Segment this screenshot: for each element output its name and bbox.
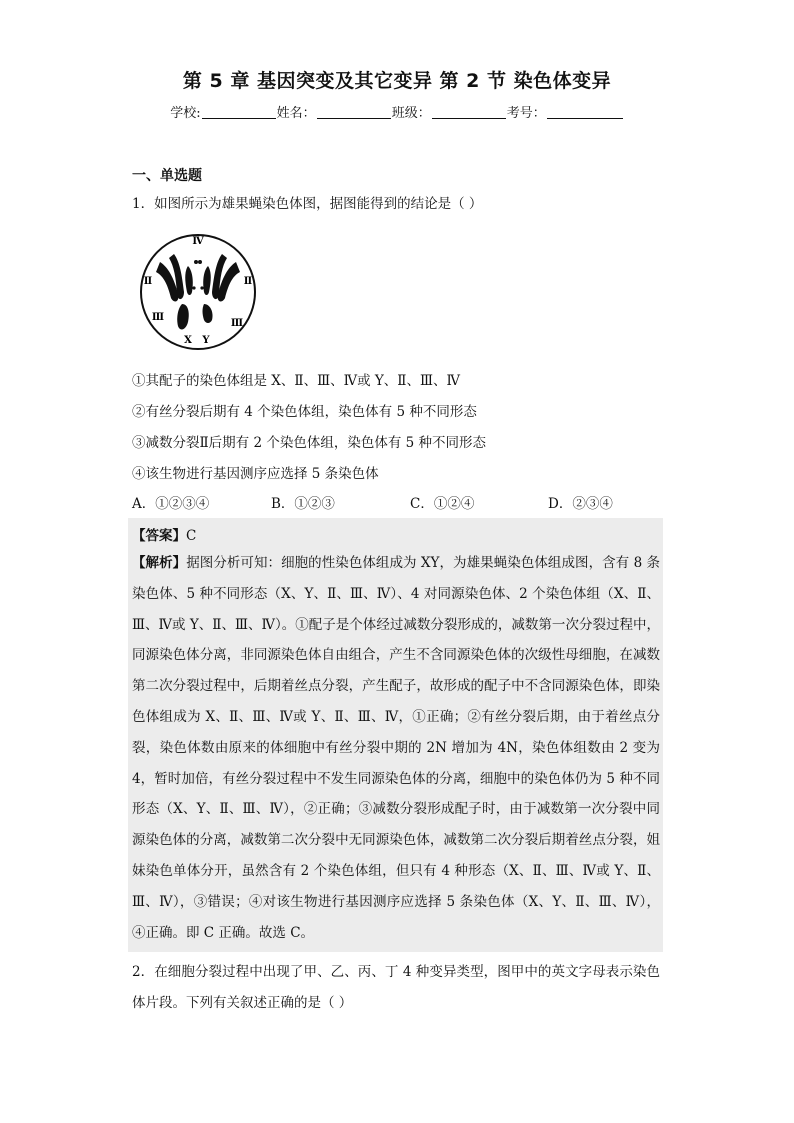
exam-no-label: 考号： — [506, 106, 546, 121]
statement-2: ②有丝分裂后期有 4 个染色体组，染色体有 5 种不同形态 — [132, 404, 477, 420]
option-c[interactable]: C．①②④ — [410, 496, 475, 512]
label-iv: Ⅳ — [192, 236, 204, 247]
centromere-dot-a — [192, 286, 195, 289]
class-label: 班级： — [391, 106, 431, 121]
analysis-label: 【解析】 — [132, 555, 187, 571]
label-iii-right: Ⅲ — [230, 318, 244, 329]
analysis-text: 据图分析可知：细胞的性染色体组成为 XY，为雄果蝇染色体组成图，含有 8 条染色体、5 种不同形态（X、Y、Ⅱ、Ⅲ、Ⅳ）、4 对同源染色体、2 个染色体组（X、Ⅱ、Ⅲ、Ⅳ或 Y、Ⅱ、Ⅲ、Ⅳ）。①配子是个体经过减数分裂形成的，减数第一次分裂过程中，同源染色体分离，非同源染色体自由组合，产生不含同源染色体的次级性母细胞，在减数第二次分裂过程中，后期着丝点分裂，产生配子，故形成的配子中不含同源染色体，即染色体组成为 X、Ⅱ、Ⅲ、Ⅳ或 Y、Ⅱ、Ⅲ、Ⅳ，①正确；②有丝分裂后期，由于着丝点分裂，染色体数由原来的体细胞中有丝分裂中期的 2N 增加为 4N，染色体组数由 2 变为 4，暂时加倍，有丝分裂过程中不发生同源染色体的分离，细胞中的染色体仍为 5 种不同形态（X、Y、Ⅱ、Ⅲ、Ⅳ），②正确；③减数分裂形成配子时，由于减数第一次分裂中同源染色体的分离，减数第二次分裂中无同源染色体，减数第二次分裂后期着丝点分裂，姐妹染色单体分开，虽然含有 2 个染色体组，但只有 4 种形态（X、Ⅱ、Ⅲ、Ⅳ或 Y、Ⅱ、Ⅲ、Ⅳ），③错误；④对该生物进行基因测序应选择 5 条染色体（X、Y、Ⅱ、Ⅲ、Ⅳ），④正确。即 C 正确。故选 C。 — [132, 555, 660, 941]
student-info-line — [0, 102, 794, 121]
centromere-dot-b — [200, 286, 203, 289]
label-x: X — [184, 335, 192, 346]
answer-label: 【答案】 — [132, 528, 186, 544]
statement-1: ①其配子的染色体组是 X、Ⅱ、Ⅲ、Ⅳ或 Y、Ⅱ、Ⅲ、Ⅳ — [132, 373, 460, 389]
school-label: 学校: — [170, 106, 201, 121]
label-ii-left: Ⅱ — [143, 276, 153, 287]
section-heading: 一、单选题 — [132, 168, 202, 184]
name-blank[interactable] — [317, 106, 391, 119]
label-y: Y — [202, 335, 210, 346]
answer-line — [132, 524, 196, 544]
statement-3: ③减数分裂Ⅱ后期有 2 个染色体组，染色体有 5 种不同形态 — [132, 435, 487, 451]
page-title: 第 5 章 基因突变及其它变异 第 2 节 染色体变异 — [182, 70, 612, 92]
name-label: 姓名： — [276, 106, 316, 121]
school-blank[interactable] — [202, 106, 276, 119]
option-b[interactable]: B．①②③ — [271, 496, 335, 512]
chromosome-iv-dot-b — [198, 260, 202, 264]
class-blank[interactable] — [432, 106, 506, 119]
chromosome-iv-dot-a — [194, 260, 198, 264]
option-a[interactable]: A．①②③④ — [132, 496, 210, 512]
label-ii-right: Ⅱ — [243, 276, 253, 287]
option-d[interactable]: D．②③④ — [548, 496, 613, 512]
analysis-paragraph — [132, 548, 660, 948]
question-2-stem: 2．在细胞分裂过程中出现了甲、乙、丙、丁 4 种变异类型，图甲中的英文字母表示染色体片段。下列有关叙述正确的是（ ） — [132, 964, 660, 1011]
label-iii-left: Ⅲ — [151, 312, 165, 323]
statement-4: ④该生物进行基因测序应选择 5 条染色体 — [132, 466, 379, 482]
answer-value: C — [186, 528, 197, 544]
question-1-stem: 1．如图所示为雄果蝇染色体图，据图能得到的结论是（ ） — [132, 196, 483, 212]
chromosome-figure — [138, 232, 258, 352]
cell-outline — [141, 235, 255, 349]
exam-no-blank[interactable] — [547, 106, 623, 119]
